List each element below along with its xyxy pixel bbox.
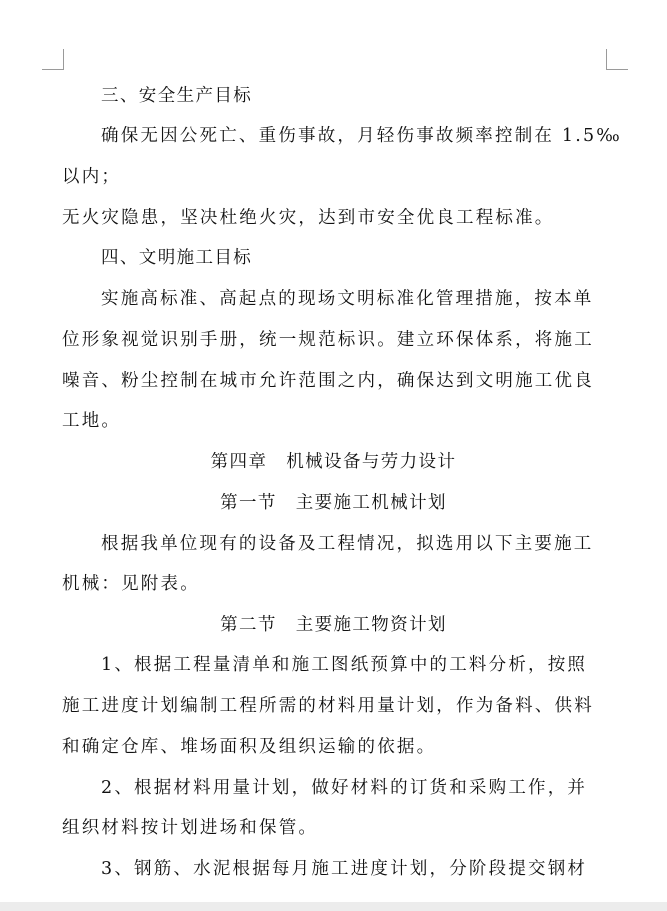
section-heading-civilized-construction-goal: 四、文明施工目标: [101, 248, 253, 268]
top-right-margin-mark: [606, 49, 628, 70]
paragraph-line: 无火灾隐患，坚决杜绝火灾，达到市安全优良工程标准。: [62, 208, 555, 228]
paragraph-line: 3、钢筋、水泥根据每月施工进度计划，分阶段提交钢材: [101, 859, 588, 879]
section-heading-safety-goal: 三、安全生产目标: [101, 86, 253, 106]
paragraph-line: 噪音、粉尘控制在城市允许范围之内，确保达到文明施工优良: [62, 371, 594, 391]
window-bottom-strip: [0, 902, 667, 911]
paragraph-line: 实施高标准、高起点的现场文明标准化管理措施，按本单: [101, 289, 594, 309]
paragraph-line: 确保无因公死亡、重伤事故，月轻伤事故频率控制在 1.5‰: [101, 126, 622, 146]
paragraph-line: 以内；: [62, 167, 122, 187]
paragraph-line: 1、根据工程量清单和施工图纸预算中的工料分析，按照: [101, 655, 588, 675]
paragraph-line: 工地。: [62, 411, 122, 431]
top-left-margin-mark: [42, 49, 64, 70]
paragraph-line: 位形象视觉识别手册，统一规范标识。建立环保体系，将施工: [62, 330, 594, 350]
chapter-title: 第四章 机械设备与劳力设计: [210, 452, 457, 472]
paragraph-line: 和确定仓库、堆场面积及组织运输的依据。: [62, 737, 437, 757]
paragraph-line: 2、根据材料用量计划，做好材料的订货和采购工作，并: [101, 778, 588, 798]
paragraph-line: 施工进度计划编制工程所需的材料用量计划，作为备料、供料: [62, 696, 594, 716]
section-title: 第一节 主要施工机械计划: [220, 493, 447, 513]
paragraph-line: 机械：见附表。: [62, 574, 200, 594]
paragraph-line: 根据我单位现有的设备及工程情况，拟选用以下主要施工: [101, 534, 594, 554]
paragraph-line: 组织材料按计划进场和保管。: [62, 818, 319, 838]
section-title: 第二节 主要施工物资计划: [220, 615, 447, 635]
